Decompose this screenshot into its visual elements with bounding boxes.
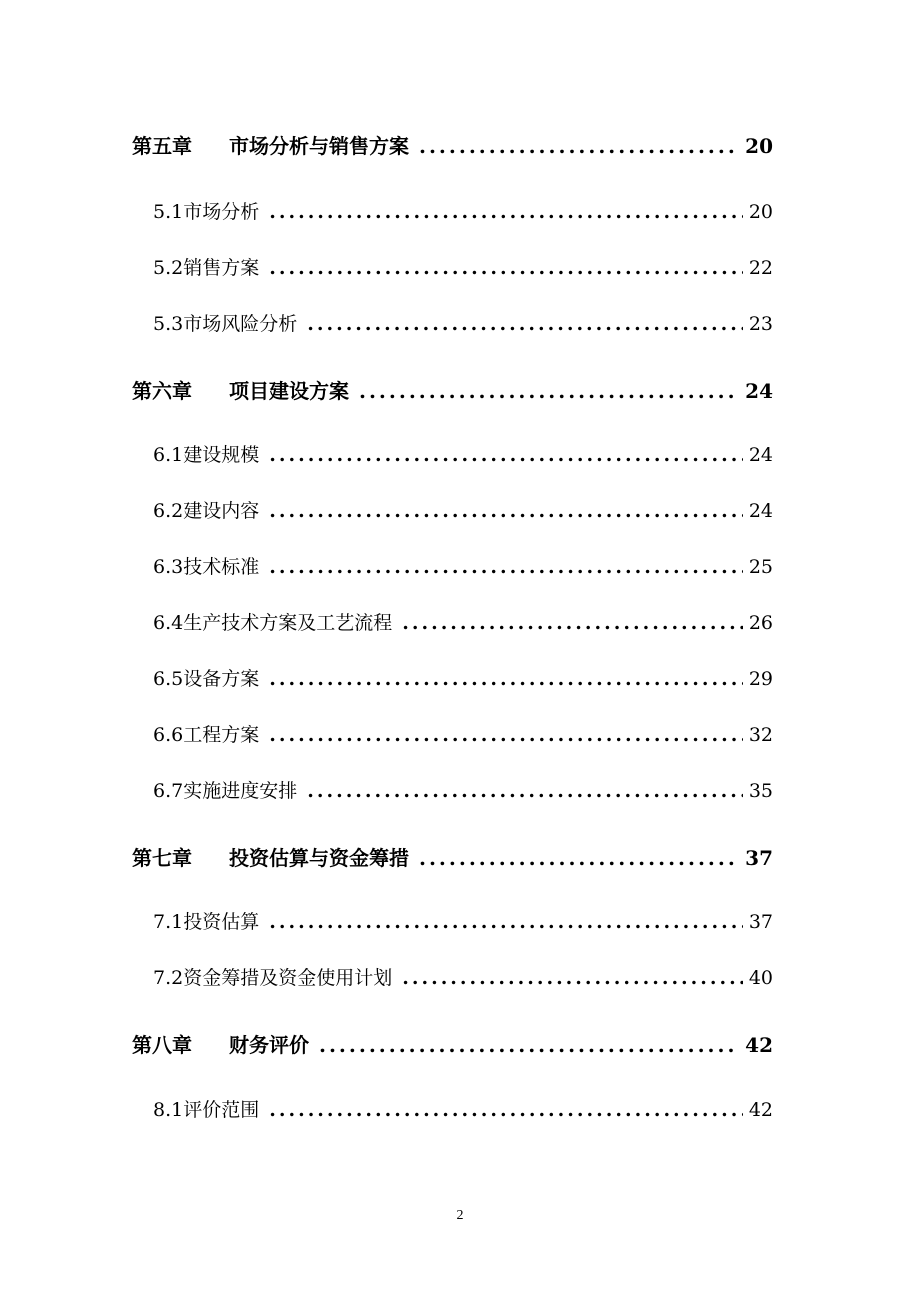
toc-entry-title: 生产技术方案及工艺流程 <box>183 612 393 634</box>
toc-dot-leader <box>269 444 743 466</box>
toc-page-number: 32 <box>748 724 773 746</box>
toc-entry-title: 销售方案 <box>183 257 260 279</box>
toc-section-5-2[interactable] <box>153 253 773 280</box>
toc-entry-title: 财务评价 <box>229 1033 309 1057</box>
toc-page-number: 23 <box>748 313 773 335</box>
toc-entry-title: 市场风险分析 <box>183 313 298 335</box>
toc-entry-number: 5.2 <box>153 257 184 279</box>
toc-entry-label <box>153 608 392 635</box>
toc-dot-leader <box>307 313 743 335</box>
toc-entry-number: 5.3 <box>153 313 184 335</box>
toc-section-6-3[interactable] <box>153 552 773 579</box>
toc-entry-label <box>153 309 297 336</box>
toc-entry-label <box>153 496 259 523</box>
toc-entry-number: 第五章 <box>132 134 192 158</box>
toc-entry-title: 资金筹措及资金使用计划 <box>183 967 393 989</box>
toc-entry-title: 项目建设方案 <box>229 379 349 403</box>
toc-dot-leader <box>419 846 739 870</box>
toc-dot-leader <box>402 612 743 634</box>
toc-entry-number: 第七章 <box>132 846 192 870</box>
toc-page-number: 37 <box>748 911 773 933</box>
toc-entry-title: 技术标准 <box>183 556 260 578</box>
toc-entry-title: 设备方案 <box>183 668 260 690</box>
toc-page-number: 35 <box>748 780 773 802</box>
toc-page-number: 24 <box>748 444 773 466</box>
toc-entry-label <box>153 440 259 467</box>
toc-dot-leader <box>269 668 743 690</box>
toc-entry-label <box>153 776 297 803</box>
toc-entry-label <box>132 1029 309 1058</box>
toc-dot-leader <box>269 911 743 933</box>
toc-page-number: 37 <box>745 846 773 870</box>
toc-entry-number: 第八章 <box>132 1033 192 1057</box>
toc-section-6-6[interactable] <box>153 720 773 747</box>
toc-entry-title: 投资估算与资金筹措 <box>229 846 409 870</box>
toc-dot-leader <box>269 724 743 746</box>
toc-dot-leader <box>307 780 743 802</box>
toc-section-7-1[interactable] <box>153 907 773 934</box>
toc-entry-title: 建设规模 <box>183 444 260 466</box>
toc-entry-title: 建设内容 <box>183 500 260 522</box>
toc-entry-label <box>153 552 259 579</box>
toc-section-6-2[interactable] <box>153 496 773 523</box>
toc-dot-leader <box>359 379 739 403</box>
toc-entry-title: 市场分析 <box>183 201 260 223</box>
toc-dot-leader <box>419 134 739 158</box>
toc-entry-label <box>153 197 259 224</box>
toc-entry-label <box>132 130 409 159</box>
toc-page-number: 22 <box>748 257 773 279</box>
toc-dot-leader <box>269 1099 743 1121</box>
toc-chapter-7[interactable] <box>132 842 773 871</box>
toc-entry-label <box>132 375 349 404</box>
toc-entry-label <box>153 907 259 934</box>
toc-entry-label <box>132 842 409 871</box>
toc-page-number: 29 <box>748 668 773 690</box>
toc-section-5-3[interactable] <box>153 309 773 336</box>
toc-page-number: 20 <box>745 134 773 158</box>
toc-page-number: 25 <box>748 556 773 578</box>
toc-page-number: 24 <box>748 500 773 522</box>
toc-section-6-4[interactable] <box>153 608 773 635</box>
toc-section-6-7[interactable] <box>153 776 773 803</box>
toc-entry-title: 工程方案 <box>183 724 260 746</box>
toc-section-6-5[interactable] <box>153 664 773 691</box>
toc-entry-number: 6.2 <box>153 500 184 522</box>
toc-dot-leader <box>319 1033 739 1057</box>
toc-section-8-1[interactable] <box>153 1095 773 1122</box>
toc-chapter-6[interactable] <box>132 375 773 404</box>
toc-entry-number: 6.5 <box>153 668 184 690</box>
toc-entry-title: 投资估算 <box>183 911 260 933</box>
toc-dot-leader <box>402 967 743 989</box>
toc-dot-leader <box>269 500 743 522</box>
toc-entry-number: 6.1 <box>153 444 184 466</box>
toc-page-number: 40 <box>748 967 773 989</box>
toc-page-number: 20 <box>748 201 773 223</box>
toc-chapter-5[interactable] <box>132 130 773 159</box>
toc-entry-number: 6.7 <box>153 780 184 802</box>
toc-entry-label <box>153 253 259 280</box>
toc-dot-leader <box>269 257 743 279</box>
toc-entry-number: 7.1 <box>153 911 184 933</box>
toc-page-number: 24 <box>745 379 773 403</box>
toc-entry-title: 实施进度安排 <box>183 780 298 802</box>
toc-entry-number: 6.3 <box>153 556 184 578</box>
toc-chapter-8[interactable] <box>132 1029 773 1058</box>
toc-entry-number: 6.4 <box>153 612 184 634</box>
toc-entry-number: 5.1 <box>153 201 184 223</box>
toc-entry-number: 6.6 <box>153 724 184 746</box>
toc-entry-label <box>153 963 392 990</box>
toc-section-6-1[interactable] <box>153 440 773 467</box>
toc-entry-label <box>153 664 259 691</box>
toc-page-number: 26 <box>748 612 773 634</box>
toc-dot-leader <box>269 201 743 223</box>
toc-section-7-2[interactable] <box>153 963 773 990</box>
page-footer-number: 2 <box>456 1208 464 1223</box>
toc-entry-title: 市场分析与销售方案 <box>229 134 409 158</box>
toc-page-number: 42 <box>745 1033 773 1057</box>
toc-dot-leader <box>269 556 743 578</box>
toc-entry-number: 第六章 <box>132 379 192 403</box>
toc-entry-title: 评价范围 <box>183 1099 260 1121</box>
toc-entry-number: 8.1 <box>153 1099 184 1121</box>
toc-section-5-1[interactable] <box>153 197 773 224</box>
toc-page-number: 42 <box>748 1099 773 1121</box>
toc-entry-number: 7.2 <box>153 967 184 989</box>
toc-entry-label <box>153 1095 259 1122</box>
toc-entry-label <box>153 720 259 747</box>
